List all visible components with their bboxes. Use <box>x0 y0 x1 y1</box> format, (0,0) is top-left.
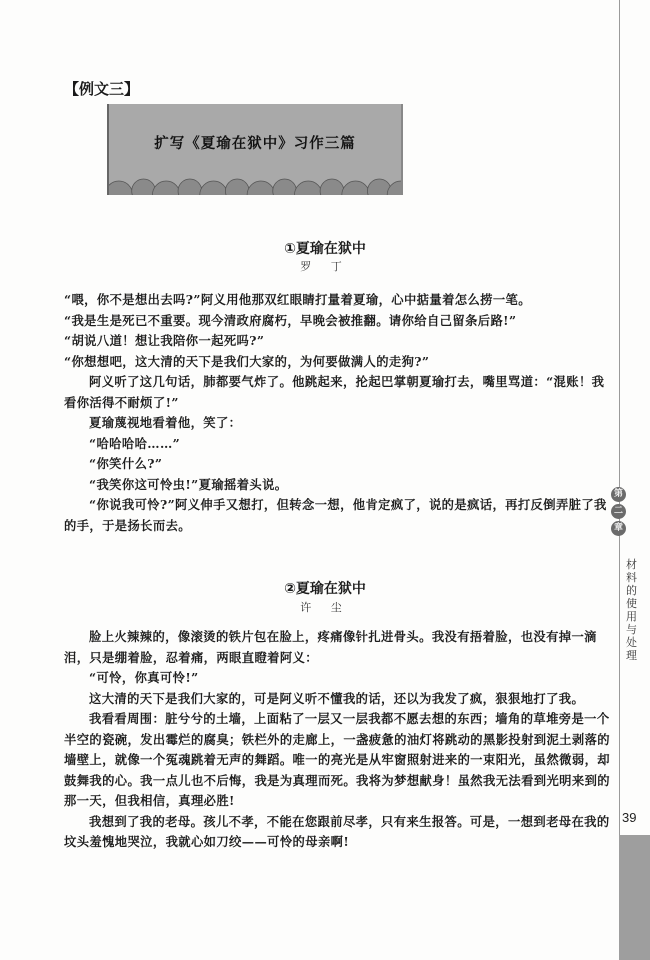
chapter-badge-char: 第 <box>611 487 626 502</box>
chapter-title: 材料的使用与处理 <box>626 558 637 662</box>
paragraph: “可怜，你真可怜!” <box>89 670 199 685</box>
essay-author: 许 尘 <box>300 601 350 614</box>
page-number: 39 <box>622 810 637 825</box>
essay-title: ②夏瑜在狱中 <box>284 581 366 597</box>
paragraph: 我想到了我的老母。孩儿不孝，不能在您跟前尽孝，只有来生报答。可是，一想到老母在我的坟头羞愧地哭泣，我就心如刀绞——可怜的母亲啊! <box>64 813 610 849</box>
margin-rule <box>619 0 620 960</box>
title-banner <box>107 104 403 195</box>
paragraph: “哈哈哈哈……” <box>89 435 181 451</box>
paragraph: “你笑什么?” <box>89 456 163 471</box>
chapter-badge-char: 二 <box>611 504 626 519</box>
paragraph: “你说我可怜?”阿义伸手又想打，但转念一想，他肯定疯了，说的是疯话，再打反倒弄脏了我的手，于是扬长而去。 <box>64 497 607 533</box>
paragraph: “胡说八道！想让我陪你一起死吗?” <box>64 333 265 348</box>
paragraph: “我笑你这可怜虫!”夏瑜摇着头说。 <box>89 476 288 492</box>
paragraph: 夏瑜蔑视地看着他，笑了： <box>89 415 242 430</box>
chapter-badge-char: 章 <box>611 521 626 536</box>
essay-body <box>64 627 614 853</box>
essay-author: 罗 丁 <box>300 260 350 273</box>
example-label: 【例文三】 <box>64 80 140 98</box>
paragraph: 阿义听了这几句话，肺都要气炸了。他跳起来，抡起巴掌朝夏瑜打去，嘴里骂道：“混账！我看你活得不耐烦了!” <box>64 374 605 410</box>
paragraph: 我看看周围：脏兮兮的土墙，上面粘了一层又一层我都不愿去想的东西；墙角的草堆旁是一个半空的瓷碗，发出霉烂的腐臭；铁栏外的走廊上，一盏疲惫的油灯将跳动的黑影投射到泥土剥落的墙壁上，就像一个冤魂跳着无声的舞蹈。唯一的亮光是从牢窗照射进来的一束阳光，虽然微弱，却鼓舞我的心。我一点儿也不后悔，我是为真理而死。我将为梦想献身！虽然我无法看到光明来到的那一天，但我相信，真理必胜! <box>64 711 610 808</box>
paragraph: 脸上火辣辣的，像滚烫的铁片包在脸上，疼痛像针扎进骨头。我没有捂着脸，也没有掉一滴泪，只是绷着脸，忍着痛，两眼直瞪着阿义： <box>64 629 597 665</box>
paragraph: “你想想吧，这大清的天下是我们大家的，为何要做满人的走狗?” <box>64 353 430 369</box>
wave-pattern-icon <box>109 169 401 195</box>
banner-title: 扩写《夏瑜在狱中》习作三篇 <box>154 135 356 152</box>
paragraph: 这大清的天下是我们大家的，可是阿义听不懂我的话，还以为我发了疯，狠狠地打了我。 <box>89 690 585 706</box>
essay-body <box>64 290 614 536</box>
page-edge-tab <box>619 835 650 960</box>
paragraph: “我是生是死已不重要。现今清政府腐朽，早晚会被推翻。请你给自己留条后路!” <box>64 312 517 328</box>
paragraph: “喂，你不是想出去吗?”阿义用他那双红眼睛打量着夏瑜，心中掂量着怎么捞一笔。 <box>64 292 531 307</box>
essay-title: ①夏瑜在狱中 <box>284 241 366 257</box>
